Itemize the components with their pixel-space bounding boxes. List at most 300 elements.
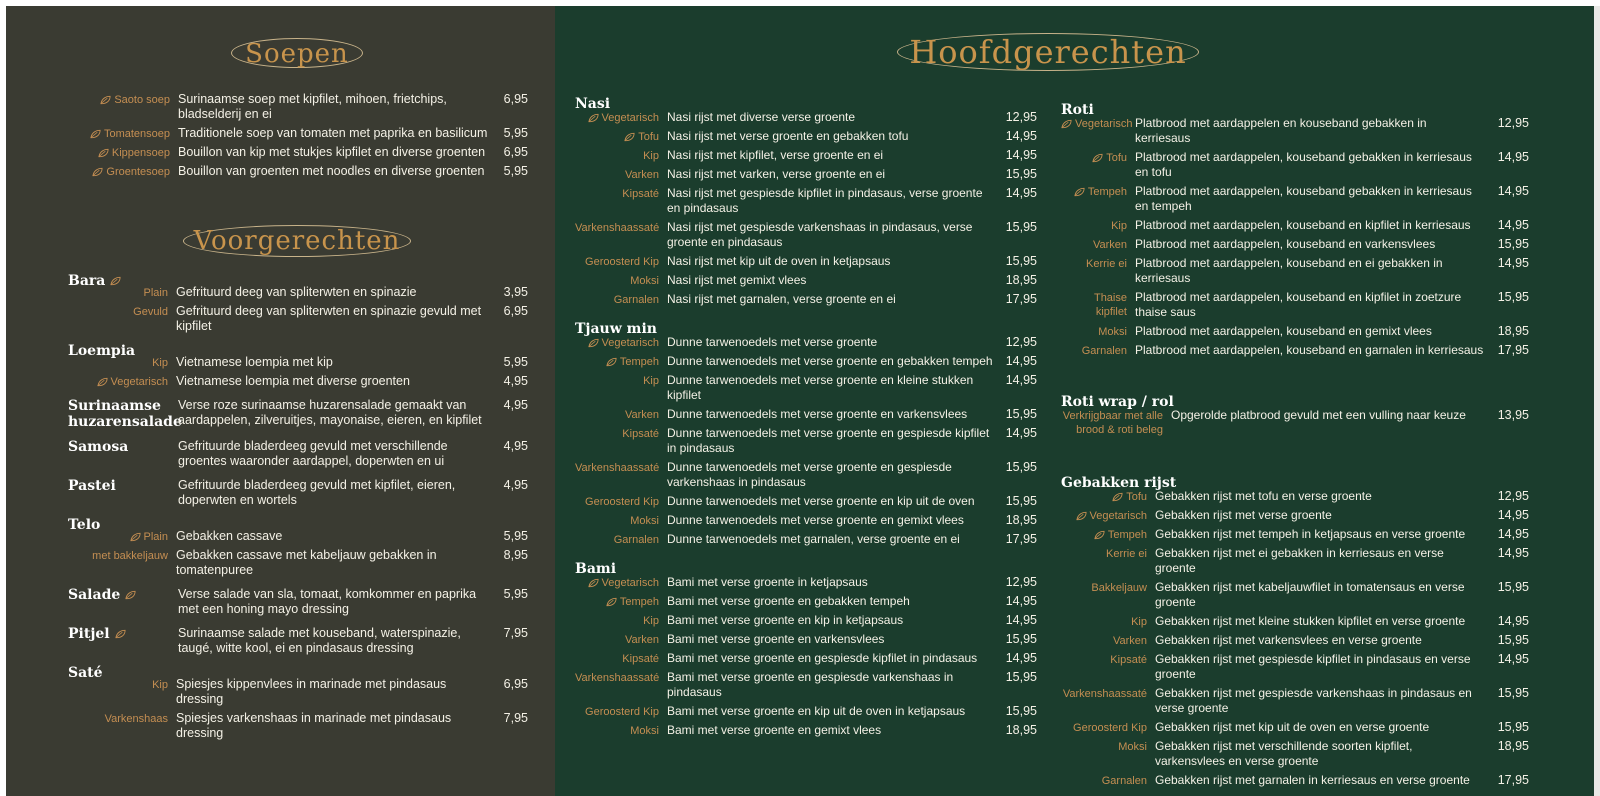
- item-description: Gebakken rijst met varkensvlees en verse groente: [1155, 633, 1422, 647]
- category-label: Roti wrap / rol: [1061, 394, 1174, 410]
- item-price: 5,95: [503, 126, 528, 140]
- category-label: Loempia: [68, 343, 136, 359]
- item-variant-label: Kipsaté: [622, 428, 659, 440]
- item-description: Nasi rijst met diverse verse groente: [667, 110, 856, 124]
- category-label: Gebakken rijst: [1061, 475, 1177, 491]
- item-description: Nasi rijst met verse groente en gebakken tofu: [667, 129, 909, 143]
- item-price: 15,95: [1005, 704, 1037, 718]
- item-variant-label: Tofu: [1126, 491, 1147, 503]
- menu-item: [68, 126, 528, 141]
- item-variant: [1061, 150, 1135, 165]
- menu-item: [575, 704, 1037, 719]
- item-description: Platbrood met aardappelen, kouseband gebakken in kerriesaus en tempeh: [1135, 184, 1472, 213]
- item-description: Gebakken rijst met kip uit de oven en verse groente: [1155, 720, 1430, 734]
- item-description: Gefrituurd deeg van spliterwten en spinazie: [176, 285, 417, 299]
- item-price: 14,95: [1005, 354, 1037, 368]
- item-variant-label: Vegetarisch: [601, 337, 659, 349]
- section-voorgerechten: [68, 273, 528, 750]
- item-variant-label: Geroosterd Kip: [585, 256, 659, 268]
- item-description: Platbrood met aardappelen en kouseband gebakken in kerriesaus: [1135, 116, 1427, 145]
- leaf-icon: [130, 532, 141, 542]
- item-variant: [1061, 343, 1135, 358]
- group-items: [68, 355, 528, 389]
- menu-item: [68, 711, 528, 741]
- leaf-icon: [606, 597, 617, 607]
- item-price: 14,95: [1005, 651, 1037, 665]
- item-price: 7,95: [503, 711, 528, 725]
- menu-item: [1061, 184, 1529, 214]
- item-variant-label: Tomatensoep: [103, 128, 170, 140]
- item-variant-label: Geroosterd Kip: [585, 496, 659, 508]
- item-variant: [1061, 652, 1155, 667]
- category-label: Salade: [68, 587, 121, 603]
- item-price: 4,95: [503, 374, 528, 388]
- category-label: Saté: [68, 665, 103, 681]
- item-variant: [575, 532, 667, 547]
- item-variant: [1061, 508, 1155, 523]
- item-variant: [575, 254, 667, 269]
- item-variant-label: Kerrie ei: [1106, 548, 1147, 560]
- item-price: 4,95: [503, 398, 528, 412]
- menu-item: [1061, 546, 1529, 576]
- item-variant: [575, 148, 667, 163]
- right-panel: [555, 6, 1594, 796]
- item-variant: [68, 548, 176, 563]
- item-variant: [1061, 686, 1155, 701]
- item-price: 15,95: [1005, 632, 1037, 646]
- item-variant: [575, 632, 667, 647]
- item-variant-label: Varken: [624, 169, 659, 181]
- item-price: 18,95: [1005, 723, 1037, 737]
- category-label: Nasi: [575, 96, 611, 112]
- leaf-icon: [624, 132, 635, 142]
- item-price: 12,95: [1005, 110, 1037, 124]
- item-price: 14,95: [1005, 594, 1037, 608]
- item-description: Verse salade van sla, tomaat, komkommer en paprika met een honing mayo dressing: [178, 587, 477, 616]
- item-price: 6,95: [503, 677, 528, 691]
- menu-item: [1061, 739, 1529, 769]
- section-soepen: [68, 92, 528, 183]
- item-price: 14,95: [1497, 508, 1529, 522]
- item-variant-label: Thaise kipfilet: [1093, 292, 1127, 318]
- item-variant: [68, 711, 176, 726]
- item-variant: [575, 129, 667, 144]
- item-description: Dunne tarwenoedels met verse groente en kip uit de oven: [667, 494, 975, 508]
- category-label: Telo: [68, 517, 101, 533]
- category-label: Pitjel: [68, 626, 110, 642]
- item-description: Dunne tarwenoedels met verse groente: [667, 335, 878, 349]
- item-variant: [575, 186, 667, 201]
- item-variant-label: Vegetarisch: [601, 112, 659, 124]
- leaf-icon: [115, 629, 126, 639]
- item-price: 17,95: [1005, 532, 1037, 546]
- item-price: 8,95: [503, 548, 528, 562]
- item-variant: [1061, 489, 1155, 504]
- menu-item: [575, 494, 1037, 509]
- item-description: Gebakken rijst met kabeljauwfilet in tomatensaus en verse groente: [1155, 580, 1465, 609]
- item-variant-label: Kip: [643, 150, 659, 162]
- item-description: Traditionele soep van tomaten met paprika en basilicum: [178, 126, 488, 140]
- menu-item: [575, 335, 1037, 350]
- item-variant-label: Plain: [143, 531, 168, 543]
- item-price: 12,95: [1005, 575, 1037, 589]
- item-price: 5,95: [503, 529, 528, 543]
- item-variant-label: Tofu: [1106, 152, 1127, 164]
- menu-group: [68, 439, 528, 469]
- item-description: Dunne tarwenoedels met verse groente en gebakken tempeh: [667, 354, 993, 368]
- item-variant-label: Saoto soep: [114, 94, 170, 106]
- item-description: Gefrituurde bladerdeeg gevuld met verschillende groentes waaronder aardappel, doperwten en ui: [178, 439, 448, 468]
- category-label: Tjauw min: [575, 321, 657, 337]
- item-price: 15,95: [1497, 290, 1529, 304]
- item-price: 14,95: [1497, 652, 1529, 666]
- item-price: 14,95: [1005, 148, 1037, 162]
- item-description: Nasi rijst met gespiesde kipfilet in pindasaus, verse groente en pindasaus: [667, 186, 983, 215]
- menu-group-gebakken: [1061, 475, 1529, 788]
- item-variant: [1061, 218, 1135, 233]
- category-label: Samosa: [68, 439, 129, 455]
- item-variant: [575, 354, 667, 369]
- item-variant: [575, 494, 667, 509]
- item-variant: [575, 110, 667, 125]
- item-price: 13,95: [1497, 408, 1529, 422]
- menu-item: [68, 548, 528, 578]
- item-variant: [1061, 546, 1155, 561]
- group-items: [575, 575, 1037, 738]
- menu-item: [575, 532, 1037, 547]
- group-items: [68, 677, 528, 741]
- item-price: 5,95: [503, 164, 528, 178]
- menu-item: [575, 426, 1037, 456]
- group-items: [1061, 408, 1529, 437]
- item-description: Platbrood met aardappelen, kouseband en gemixt vlees: [1135, 324, 1432, 338]
- menu-item: [575, 513, 1037, 528]
- menu-group: [68, 665, 528, 741]
- column-middle: [575, 96, 1037, 742]
- item-description: Bami met verse groente en varkensvlees: [667, 632, 885, 646]
- item-description: Nasi rijst met gemixt vlees: [667, 273, 807, 287]
- item-price: 18,95: [1497, 324, 1529, 338]
- item-variant-label: Varken: [624, 634, 659, 646]
- menu-group-roti: [1061, 102, 1529, 358]
- item-description: Surinaamse salade met kouseband, waterspinazie, taugé, witte kool, ei en pindasaus dressing: [178, 626, 461, 655]
- group-items: [68, 529, 528, 578]
- menu-item: [575, 167, 1037, 182]
- item-description: Nasi rijst met varken, verse groente en ei: [667, 167, 886, 181]
- title-soepen: Soepen: [231, 38, 363, 68]
- menu-item: [68, 439, 528, 469]
- item-variant-label: Tempeh: [619, 596, 659, 608]
- menu-item: [68, 587, 528, 617]
- item-description: Spiesjes varkenshaas in marinade met pindasaus dressing: [176, 711, 452, 740]
- leaf-icon: [1094, 530, 1105, 540]
- title-hoofdgerechten: Hoofdgerechten: [897, 33, 1199, 71]
- menu-item: [1061, 343, 1529, 358]
- leaf-icon: [100, 95, 111, 105]
- item-description: Surinaamse soep met kipfilet, mihoen, frietchips, bladselderij en ei: [178, 92, 447, 121]
- leaf-icon: [92, 167, 103, 177]
- item-description: Bami met verse groente en gespiesde varkenshaas in pindasaus: [667, 670, 954, 699]
- item-variant-label: Varkenshaassaté: [1062, 688, 1147, 700]
- item-description: Platbrood met aardappelen, kouseband en kipfilet in kerriesaus: [1135, 218, 1471, 232]
- item-variant-label: Garnalen: [1101, 775, 1147, 787]
- item-price: 14,95: [1005, 186, 1037, 200]
- item-description: Spiesjes kippenvlees in marinade met pindasaus dressing: [176, 677, 447, 706]
- item-variant-label: Kipsaté: [1110, 654, 1147, 666]
- item-description: Gebakken rijst met kleine stukken kipfilet en verse groente: [1155, 614, 1466, 628]
- item-price: 14,95: [1497, 184, 1529, 198]
- menu-item: [68, 478, 528, 508]
- item-price: 6,95: [503, 145, 528, 159]
- item-description: Dunne tarwenoedels met verse groente en gemixt vlees: [667, 513, 964, 527]
- item-variant: [68, 677, 176, 692]
- menu-item: [68, 355, 528, 370]
- page-edge: [1594, 6, 1600, 796]
- item-variant-label: Verkrijgbaar met alle brood & roti beleg: [1062, 410, 1163, 436]
- item-description: Gebakken rijst met gespiesde kipfilet in pindasaus en verse groente: [1155, 652, 1471, 681]
- item-variant-label: Moksi: [630, 725, 659, 737]
- item-price: 14,95: [1497, 150, 1529, 164]
- item-description: Platbrood met aardappelen, kouseband en garnalen in kerriesaus: [1135, 343, 1484, 357]
- menu-item: [575, 594, 1037, 609]
- item-variant: [575, 670, 667, 685]
- item-description: Nasi rijst met kipfilet, verse groente en ei: [667, 148, 884, 162]
- item-variant: [68, 164, 178, 179]
- item-price: 5,95: [503, 587, 528, 601]
- item-variant-label: Vegetarisch: [110, 376, 168, 388]
- menu-item: [575, 651, 1037, 666]
- item-description: Gebakken rijst met verse groente: [1155, 508, 1332, 522]
- leaf-icon: [125, 590, 136, 600]
- menu-item: [68, 374, 528, 389]
- item-variant: [68, 145, 178, 160]
- item-price: 14,95: [1497, 218, 1529, 232]
- item-variant-label: Varkenshaas: [104, 713, 168, 725]
- item-price: 3,95: [503, 285, 528, 299]
- item-variant-label: Varkenshaassaté: [575, 462, 660, 474]
- item-variant-label: Varken: [1112, 635, 1147, 647]
- leaf-icon: [1061, 119, 1072, 129]
- item-description: Nasi rijst met gespiesde varkenshaas in pindasaus, verse groente en pindasaus: [667, 220, 973, 249]
- item-description: Gebakken rijst met ei gebakken in kerriesaus en verse groente: [1155, 546, 1444, 575]
- leaf-icon: [97, 377, 108, 387]
- item-variant: [1061, 580, 1155, 595]
- item-description: Opgerolde platbrood gevuld met een vulling naar keuze: [1171, 408, 1466, 422]
- item-description: Nasi rijst met kip uit de oven in ketjapsaus: [667, 254, 891, 268]
- item-price: 6,95: [503, 92, 528, 106]
- menu-item: [1061, 489, 1529, 504]
- menu-item: [575, 407, 1037, 422]
- category-name: [68, 439, 178, 455]
- leaf-icon: [588, 578, 599, 588]
- item-variant-label: Plain: [143, 287, 168, 299]
- title-voorgerechten: Voorgerechten: [183, 225, 411, 257]
- menu-item: [68, 529, 528, 544]
- item-variant-label: Tempeh: [619, 356, 659, 368]
- item-price: 15,95: [1005, 220, 1037, 234]
- item-variant-label: Varken: [1092, 239, 1127, 251]
- menu-group-bami: [575, 561, 1037, 738]
- item-variant: [575, 273, 667, 288]
- item-description: Dunne tarwenoedels met verse groente en varkensvlees: [667, 407, 968, 421]
- item-description: Dunne tarwenoedels met verse groente en kleine stukken kipfilet: [667, 373, 974, 402]
- leaf-icon: [1074, 187, 1085, 197]
- item-variant-label: Kippensoep: [111, 147, 170, 159]
- menu-item: [68, 398, 528, 430]
- item-description: Vietnamese loempia met diverse groenten: [176, 374, 410, 388]
- menu-group-rotiwrap: [1061, 394, 1529, 437]
- item-description: Gebakken rijst met verschillende soorten kipfilet, varkensvlees en verse groente: [1155, 739, 1413, 768]
- item-variant-label: met bakkeljauw: [92, 550, 168, 562]
- item-price: 15,95: [1005, 407, 1037, 421]
- item-price: 14,95: [1497, 546, 1529, 560]
- item-variant-label: Varken: [624, 409, 659, 421]
- item-variant-label: Kip: [152, 679, 168, 691]
- item-variant: [575, 613, 667, 628]
- menu-item: [575, 354, 1037, 369]
- item-variant: [68, 529, 176, 544]
- item-variant: [68, 374, 176, 389]
- item-variant-label: Varkenshaassaté: [575, 222, 660, 234]
- item-description: Gebakken rijst met tofu en verse groente: [1155, 489, 1372, 503]
- menu-item: [575, 575, 1037, 590]
- item-description: Gebakken rijst met tempeh in ketjapsaus en verse groente: [1155, 527, 1466, 541]
- menu-item: [1061, 580, 1529, 610]
- menu-item: [1061, 116, 1529, 146]
- item-variant-label: Moksi: [630, 275, 659, 287]
- menu-group-nasi: [575, 96, 1037, 307]
- item-price: 17,95: [1005, 292, 1037, 306]
- menu-item: [575, 273, 1037, 288]
- item-description: Platbrood met aardappelen, kouseband en ei gebakken in kerriesaus: [1135, 256, 1443, 285]
- menu-group: [68, 478, 528, 508]
- category-label: Bara: [68, 273, 106, 289]
- menu-item: [1061, 508, 1529, 523]
- menu-item: [1061, 686, 1529, 716]
- item-variant-label: Groentesoep: [106, 166, 170, 178]
- item-variant: [575, 704, 667, 719]
- item-price: 17,95: [1497, 773, 1529, 787]
- item-price: 15,95: [1497, 237, 1529, 251]
- leaf-icon: [1092, 153, 1103, 163]
- item-description: Platbrood met aardappelen, kouseband en varkensvlees: [1135, 237, 1436, 251]
- item-variant: [68, 285, 176, 300]
- menu-item: [1061, 614, 1529, 629]
- menu-item: [68, 92, 528, 122]
- item-description: Gefrituurd deeg van spliterwten en spinazie gevuld met kipfilet: [176, 304, 482, 333]
- menu-group: [68, 517, 528, 578]
- item-variant: [1061, 116, 1135, 131]
- item-variant-label: Kip: [1131, 616, 1147, 628]
- item-price: 6,95: [503, 304, 528, 318]
- item-price: 18,95: [1497, 739, 1529, 753]
- item-variant: [1061, 633, 1155, 648]
- item-variant-label: Garnalen: [613, 294, 659, 306]
- menu-item: [575, 186, 1037, 216]
- menu-item: [1061, 218, 1529, 233]
- menu-item: [1061, 256, 1529, 286]
- item-variant-label: Vegetarisch: [1075, 118, 1133, 130]
- item-description: Bami met verse groente en gemixt vlees: [667, 723, 882, 737]
- menu-group-tjauw: [575, 321, 1037, 547]
- item-description: Dunne tarwenoedels met garnalen, verse groente en ei: [667, 532, 960, 546]
- item-description: Bami met verse groente en kip in ketjapsaus: [667, 613, 904, 627]
- item-price: 5,95: [503, 355, 528, 369]
- menu-item: [575, 254, 1037, 269]
- item-price: 15,95: [1497, 686, 1529, 700]
- item-variant-label: Garnalen: [1081, 345, 1127, 357]
- item-price: 15,95: [1497, 720, 1529, 734]
- group-items: [1061, 116, 1529, 358]
- menu-item: [575, 670, 1037, 700]
- item-variant-label: Kip: [643, 615, 659, 627]
- menu-item: [575, 110, 1037, 125]
- menu-item: [68, 677, 528, 707]
- item-description: Gebakken rijst met gespiesde varkenshaas in pindasaus en verse groente: [1155, 686, 1472, 715]
- item-price: 15,95: [1005, 254, 1037, 268]
- item-price: 18,95: [1005, 513, 1037, 527]
- item-variant-label: Kipsaté: [622, 188, 659, 200]
- item-description: Bouillon van groenten met noodles en diverse groenten: [178, 164, 485, 178]
- item-variant-label: Kip: [1111, 220, 1127, 232]
- item-description: Nasi rijst met garnalen, verse groente en ei: [667, 292, 896, 306]
- item-variant: [575, 426, 667, 441]
- item-variant: [1061, 773, 1155, 788]
- menu-group: [68, 626, 528, 656]
- item-price: 7,95: [503, 626, 528, 640]
- item-price: 15,95: [1005, 167, 1037, 181]
- item-description: Gebakken rijst met garnalen in kerriesaus en verse groente: [1155, 773, 1470, 787]
- item-variant-label: Tofu: [638, 131, 659, 143]
- column-right: [1061, 102, 1529, 792]
- menu-page: [6, 6, 1594, 796]
- leaf-icon: [606, 357, 617, 367]
- item-variant-label: Geroosterd Kip: [585, 706, 659, 718]
- menu-item: [575, 220, 1037, 250]
- menu-item: [1061, 773, 1529, 788]
- group-items: [1061, 489, 1529, 788]
- category-label: Pastei: [68, 478, 116, 494]
- item-price: 14,95: [1497, 256, 1529, 270]
- menu-item: [575, 148, 1037, 163]
- menu-item: [1061, 633, 1529, 648]
- category-name: [68, 587, 178, 603]
- item-description: Bami met verse groente en gespiesde kipfilet in pindasaus: [667, 651, 978, 665]
- item-variant: [575, 335, 667, 350]
- item-variant: [575, 513, 667, 528]
- item-variant-label: Moksi: [1098, 326, 1127, 338]
- item-variant-label: Moksi: [1118, 741, 1147, 753]
- item-variant-label: Varkenshaassaté: [575, 672, 660, 684]
- category-label: Bami: [575, 561, 617, 577]
- menu-item: [1061, 237, 1529, 252]
- item-variant-label: Moksi: [630, 515, 659, 527]
- item-variant-label: Gevuld: [133, 306, 168, 318]
- menu-item: [68, 164, 528, 179]
- item-price: 15,95: [1497, 580, 1529, 594]
- category-name: [68, 478, 178, 494]
- menu-group: [68, 587, 528, 617]
- menu-item: [1061, 290, 1529, 320]
- left-panel: [6, 6, 555, 796]
- item-description: Vietnamese loempia met kip: [176, 355, 333, 369]
- menu-group: [68, 343, 528, 389]
- item-description: Bami met verse groente en gebakken tempeh: [667, 594, 910, 608]
- item-price: 4,95: [503, 439, 528, 453]
- menu-item: [575, 723, 1037, 738]
- menu-item: [575, 613, 1037, 628]
- item-variant: [1061, 614, 1155, 629]
